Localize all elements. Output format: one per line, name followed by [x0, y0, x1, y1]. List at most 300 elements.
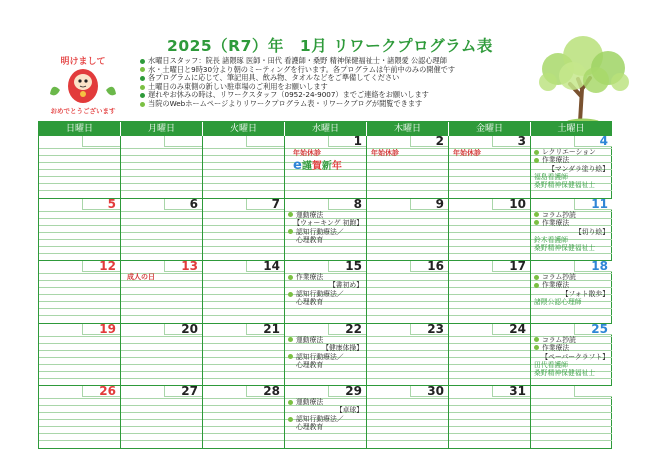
ruled-line	[285, 433, 366, 434]
ruled-line	[285, 183, 366, 184]
holiday-label: 年始休診	[453, 149, 481, 157]
ruled-line	[39, 308, 120, 309]
day-cell	[203, 261, 285, 324]
weekday-header: 火曜日	[203, 122, 285, 136]
ruled-line	[367, 308, 448, 309]
ruled-line	[203, 246, 284, 247]
activity-item: 認知行動療法／	[288, 415, 344, 423]
ruled-line	[531, 405, 612, 406]
staff-name: 福島看護師	[534, 173, 568, 181]
date-box	[164, 136, 202, 147]
activity-item: 作業療法	[534, 344, 569, 352]
ruled-line	[285, 253, 366, 254]
ruled-line	[39, 294, 120, 295]
date-number: 15	[345, 261, 362, 274]
ruled-line	[203, 287, 284, 288]
ruled-line	[39, 398, 120, 399]
day-cell	[531, 261, 612, 324]
day-cell	[449, 136, 531, 199]
day-cell	[285, 261, 367, 324]
ruled-line	[531, 308, 612, 309]
ruled-line	[367, 412, 448, 413]
day-cell	[531, 199, 612, 262]
ruled-line	[367, 183, 448, 184]
ruled-line	[39, 176, 120, 177]
activity-item: 心理教育	[296, 423, 324, 432]
date-number: 12	[99, 261, 116, 274]
activity-dot-icon	[534, 283, 539, 288]
ruled-line	[121, 155, 202, 156]
ruled-line	[121, 294, 202, 295]
ruled-line	[121, 440, 202, 441]
ruled-line	[203, 336, 284, 337]
day-cell	[449, 199, 531, 262]
ruled-line	[285, 308, 366, 309]
ruled-line	[285, 315, 366, 316]
note-item: 土曜日のみ東側の新しい駐車場のご利用をお願いします	[140, 83, 530, 92]
weekday-header: 金曜日	[449, 122, 531, 136]
activity-item: 運動療法	[288, 336, 323, 344]
activity-dot-icon	[534, 337, 539, 342]
ruled-line	[449, 419, 530, 420]
ruled-line	[39, 253, 120, 254]
ruled-line	[121, 426, 202, 427]
ruled-line	[285, 176, 366, 177]
ruled-line	[449, 211, 530, 212]
svg-text:おめでとうございます: おめでとうございます	[50, 107, 116, 115]
ruled-line	[121, 183, 202, 184]
bullet-icon	[140, 102, 145, 107]
ruled-line	[449, 169, 530, 170]
ruled-line	[367, 169, 448, 170]
ruled-line	[203, 433, 284, 434]
calendar-grid	[38, 121, 612, 449]
ruled-line	[39, 169, 120, 170]
ruled-line	[39, 433, 120, 434]
ruled-line	[449, 294, 530, 295]
ruled-line	[121, 239, 202, 240]
activity-dot-icon	[288, 275, 293, 280]
ruled-line	[203, 211, 284, 212]
ruled-line	[39, 357, 120, 358]
ruled-line	[39, 405, 120, 406]
weekday-header: 日曜日	[39, 122, 121, 136]
date-number: 11	[591, 198, 608, 211]
ruled-line	[449, 190, 530, 191]
bullet-icon	[140, 76, 145, 81]
ruled-line	[449, 378, 530, 379]
ruled-line	[39, 246, 120, 247]
day-cell	[39, 136, 121, 199]
activity-dot-icon	[288, 417, 293, 422]
ruled-line	[367, 280, 448, 281]
ruled-line	[203, 440, 284, 441]
date-number: 25	[591, 323, 608, 336]
ruled-line	[449, 253, 530, 254]
ruled-line	[449, 218, 530, 219]
ruled-line	[39, 162, 120, 163]
activity-detail: 【切り絵】	[575, 227, 609, 236]
ruled-line	[39, 190, 120, 191]
ruled-line	[39, 183, 120, 184]
date-number: 9	[435, 198, 444, 211]
day-cell	[367, 261, 449, 324]
ruled-line	[203, 169, 284, 170]
ruled-line	[39, 378, 120, 379]
ruled-line	[203, 364, 284, 365]
ruled-line	[203, 398, 284, 399]
ruled-line	[449, 343, 530, 344]
activity-detail: 【健康体操】	[322, 343, 363, 352]
ruled-line	[203, 162, 284, 163]
ruled-line	[531, 433, 612, 434]
activity-dot-icon	[288, 212, 293, 217]
ruled-line	[39, 280, 120, 281]
weekday-header: 土曜日	[531, 122, 611, 136]
ruled-line	[39, 287, 120, 288]
ruled-line	[121, 350, 202, 351]
ruled-line	[39, 315, 120, 316]
ruled-line	[39, 364, 120, 365]
ruled-line	[449, 315, 530, 316]
day-cell	[203, 136, 285, 199]
activity-dot-icon	[534, 220, 539, 225]
ruled-line	[203, 378, 284, 379]
ruled-line	[39, 211, 120, 212]
ruled-line	[203, 357, 284, 358]
activity-item: 心理教育	[296, 235, 324, 244]
ruled-line	[449, 183, 530, 184]
date-number: 23	[427, 323, 444, 336]
ruled-line	[531, 419, 612, 420]
ruled-line	[449, 405, 530, 406]
ruled-line	[121, 315, 202, 316]
ruled-line	[367, 336, 448, 337]
date-number: 19	[99, 323, 116, 336]
ruled-line	[121, 405, 202, 406]
day-cell	[449, 324, 531, 387]
ruled-line	[367, 343, 448, 344]
ruled-line	[449, 246, 530, 247]
ruled-line	[121, 287, 202, 288]
ruled-line	[367, 405, 448, 406]
ruled-line	[121, 378, 202, 379]
day-cell	[285, 136, 367, 199]
ruled-line	[121, 162, 202, 163]
ruled-line	[203, 148, 284, 149]
ruled-line	[367, 218, 448, 219]
activity-item: 運動療法	[288, 211, 323, 219]
ruled-line	[203, 426, 284, 427]
ruled-line	[203, 218, 284, 219]
day-cell	[367, 386, 449, 449]
day-cell	[449, 261, 531, 324]
ruled-line	[39, 336, 120, 337]
ruled-line	[367, 232, 448, 233]
ruled-line	[203, 183, 284, 184]
ruled-line	[121, 253, 202, 254]
date-number: 6	[189, 198, 198, 211]
ruled-line	[449, 412, 530, 413]
day-cell	[449, 386, 531, 449]
ruled-line	[367, 190, 448, 191]
ruled-line	[367, 350, 448, 351]
day-cell	[39, 199, 121, 262]
ruled-line	[367, 440, 448, 441]
day-cell	[121, 386, 203, 449]
date-number: 4	[599, 136, 608, 148]
day-cell	[39, 324, 121, 387]
ruled-line	[367, 371, 448, 372]
ruled-line	[121, 225, 202, 226]
day-cell	[285, 324, 367, 387]
ruled-line	[39, 155, 120, 156]
ruled-line	[367, 253, 448, 254]
ruled-line	[121, 433, 202, 434]
activity-detail: 【ペーパークラフト】	[541, 352, 609, 361]
activity-item: 心理教育	[296, 298, 324, 307]
date-number: 26	[99, 386, 116, 399]
note-item: 各プログラムに応じて、筆記用具、飲み物、タオルなどをご準備してください	[140, 74, 530, 83]
weekday-header: 木曜日	[367, 122, 449, 136]
date-box	[574, 386, 612, 397]
activity-dot-icon	[534, 212, 539, 217]
staff-name: 桑野精神保健福祉士	[534, 368, 596, 377]
new-year-greeting: e謹賀新年	[293, 158, 342, 173]
activity-item: 認知行動療法／	[288, 290, 344, 298]
activity-dot-icon	[288, 354, 293, 359]
ruled-line	[39, 419, 120, 420]
ruled-line	[449, 176, 530, 177]
date-number: 3	[517, 136, 526, 148]
date-number: 7	[271, 198, 280, 211]
ruled-line	[449, 371, 530, 372]
ruled-line	[39, 412, 120, 413]
weekday-header: 月曜日	[121, 122, 203, 136]
ruled-line	[367, 294, 448, 295]
ruled-line	[121, 308, 202, 309]
notes-list	[140, 57, 530, 109]
activity-detail: 【ウォーキング 初跑】	[293, 218, 363, 227]
ruled-line	[449, 301, 530, 302]
ruled-line	[39, 218, 120, 219]
ruled-line	[531, 398, 612, 399]
ruled-line	[203, 350, 284, 351]
day-cell	[285, 386, 367, 449]
day-cell	[121, 324, 203, 387]
ruled-line	[285, 246, 366, 247]
activity-item: 作業療法	[534, 281, 569, 289]
ruled-line	[121, 371, 202, 372]
day-cell	[203, 324, 285, 387]
ruled-line	[449, 433, 530, 434]
activity-detail: 【フォト散歩】	[561, 290, 609, 299]
ruled-line	[39, 232, 120, 233]
ruled-line	[367, 246, 448, 247]
ruled-line	[449, 336, 530, 337]
date-number: 22	[345, 323, 362, 336]
ruled-line	[449, 287, 530, 288]
date-number: 28	[263, 386, 280, 399]
ruled-line	[449, 364, 530, 365]
ruled-line	[39, 225, 120, 226]
ruled-line	[203, 294, 284, 295]
ruled-line	[449, 398, 530, 399]
ruled-line	[121, 169, 202, 170]
activity-item: コラム抄読	[534, 273, 576, 281]
activity-item: 心理教育	[296, 360, 324, 369]
ruled-line	[367, 419, 448, 420]
day-cell	[367, 324, 449, 387]
ruled-line	[121, 176, 202, 177]
date-number: 10	[509, 198, 526, 211]
ruled-line	[121, 190, 202, 191]
ruled-line	[121, 211, 202, 212]
tree-illustration-icon	[528, 34, 638, 124]
ruled-line	[203, 308, 284, 309]
ruled-line	[531, 440, 612, 441]
ruled-line	[531, 190, 612, 191]
date-number: 30	[427, 386, 444, 399]
ruled-line	[531, 426, 612, 427]
bullet-icon	[140, 85, 145, 90]
ruled-line	[449, 239, 530, 240]
staff-name: 桑野精神保健福祉士	[534, 181, 596, 189]
day-cell	[531, 386, 612, 449]
ruled-line	[367, 162, 448, 163]
ruled-line	[203, 253, 284, 254]
date-number: 24	[509, 323, 526, 336]
ruled-line	[39, 440, 120, 441]
ruled-line	[121, 301, 202, 302]
ruled-line	[39, 371, 120, 372]
ruled-line	[531, 412, 612, 413]
day-cell	[39, 386, 121, 449]
ruled-line	[203, 419, 284, 420]
ruled-line	[367, 176, 448, 177]
date-number: 14	[263, 261, 280, 274]
activity-dot-icon	[288, 400, 293, 405]
ruled-line	[449, 280, 530, 281]
staff-name: 桑野精神保健福祉士	[534, 243, 596, 252]
ruled-line	[367, 357, 448, 358]
ruled-line	[367, 225, 448, 226]
activity-detail: 【マンダラ塗り絵】	[548, 165, 609, 173]
day-cell	[367, 199, 449, 262]
date-number: 8	[353, 198, 362, 211]
activity-item: 認知行動療法／	[288, 353, 344, 361]
ruled-line	[367, 287, 448, 288]
ruled-line	[367, 301, 448, 302]
ruled-line	[367, 211, 448, 212]
bullet-icon	[140, 67, 145, 72]
ruled-line	[203, 412, 284, 413]
day-cell	[203, 386, 285, 449]
ruled-line	[285, 371, 366, 372]
ruled-line	[449, 162, 530, 163]
date-number: 27	[181, 386, 198, 399]
ruled-line	[39, 273, 120, 274]
note-item: 水曜日スタッフ：院長 諸隈琢 医師・田代 看護師・桑野 精神保健福祉士・諸隈愛 公認心理師	[140, 57, 530, 66]
date-number: 21	[263, 323, 280, 336]
ruled-line	[367, 239, 448, 240]
date-number: 16	[427, 261, 444, 274]
activity-item: 運動療法	[288, 398, 323, 406]
ruled-line	[39, 426, 120, 427]
ruled-line	[367, 273, 448, 274]
svg-text:明けまして: 明けまして	[60, 57, 106, 67]
ruled-line	[203, 280, 284, 281]
bullet-icon	[140, 93, 145, 98]
ruled-line	[449, 273, 530, 274]
ruled-line	[203, 155, 284, 156]
ruled-line	[531, 378, 612, 379]
note-item: 遅れやお休みの時は、リワークスタッフ（0952-24-9007）までご連絡をお願いします	[140, 91, 530, 100]
day-cell	[531, 136, 612, 199]
ruled-line	[367, 433, 448, 434]
date-number: 31	[509, 386, 526, 399]
ruled-line	[203, 405, 284, 406]
activity-item: 作業療法	[534, 156, 569, 164]
day-cell	[121, 199, 203, 262]
ruled-line	[203, 301, 284, 302]
ruled-line	[121, 412, 202, 413]
date-box	[82, 136, 120, 147]
activity-dot-icon	[534, 150, 539, 155]
activity-dot-icon	[288, 229, 293, 234]
ruled-line	[449, 308, 530, 309]
ruled-line	[449, 440, 530, 441]
date-number: 18	[591, 261, 608, 274]
ruled-line	[203, 239, 284, 240]
ruled-line	[285, 190, 366, 191]
day-cell	[367, 136, 449, 199]
ruled-line	[531, 315, 612, 316]
ruled-line	[39, 350, 120, 351]
ruled-line	[367, 364, 448, 365]
ruled-line	[203, 315, 284, 316]
ruled-line	[449, 350, 530, 351]
bullet-icon	[140, 59, 145, 64]
ruled-line	[449, 357, 530, 358]
holiday-label: 年始休診	[371, 149, 399, 157]
ruled-line	[367, 378, 448, 379]
date-box	[246, 136, 284, 147]
ruled-line	[449, 232, 530, 233]
day-cell	[39, 261, 121, 324]
ruled-line	[39, 239, 120, 240]
note-item: 当院のWebホームページよりリワークプログラム表・リワークブログが閲覧できます	[140, 100, 530, 109]
date-number: 29	[345, 386, 362, 399]
activity-item: 作業療法	[534, 219, 569, 227]
ruled-line	[121, 343, 202, 344]
activity-dot-icon	[288, 292, 293, 297]
ruled-line	[39, 301, 120, 302]
holiday-label: 年始休診	[293, 149, 321, 157]
activity-item: コラム抄読	[534, 211, 576, 219]
ruled-line	[203, 232, 284, 233]
ruled-line	[531, 253, 612, 254]
date-number: 13	[181, 261, 198, 274]
ruled-line	[121, 246, 202, 247]
weekday-header: 水曜日	[285, 122, 367, 136]
ruled-line	[203, 343, 284, 344]
date-number: 17	[509, 261, 526, 274]
note-item: 水・土曜日と9時30分より朝のミーティングを行います。各プログラムは午前中のみの開催です	[140, 66, 530, 75]
activity-dot-icon	[534, 158, 539, 163]
ruled-line	[121, 364, 202, 365]
ruled-line	[367, 315, 448, 316]
